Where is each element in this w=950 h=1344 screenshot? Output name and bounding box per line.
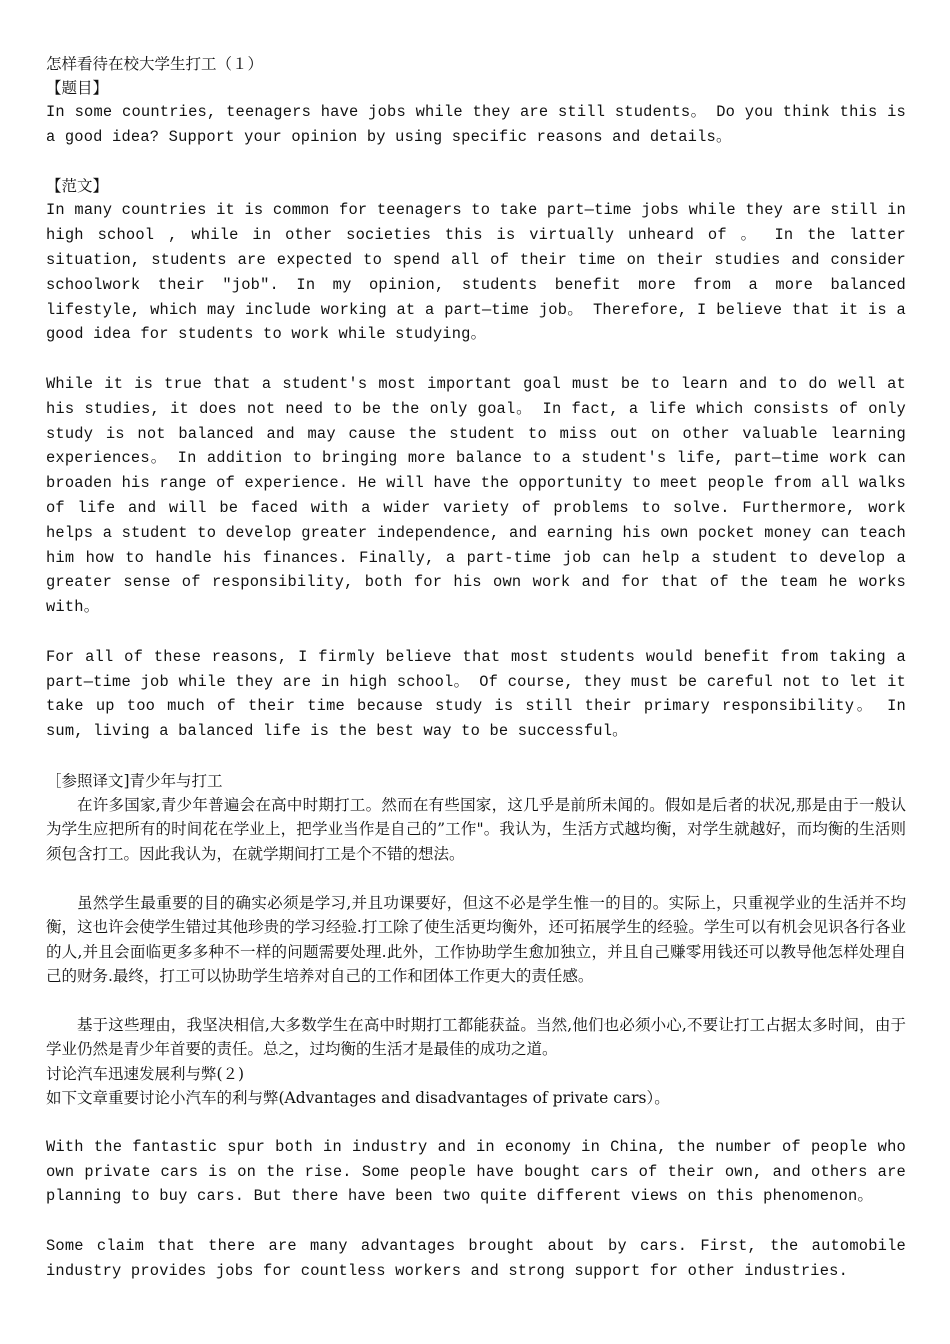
translation-paragraph-1: 在许多国家,青少年普遍会在高中时期打工。然而在有些国家，这几乎是前所未闻的。假如是后者的状况,那是由于一般认为学生应把所有的时间花在学业上，把学业当作是自己的”工作"。我认为，生活方式越均衡，对学生就越好，而均衡的生活则须包含打工。因此我认为，在就学期间打工是个不错的想法。: [46, 795, 906, 863]
section-title-2: 讨论汽车迅速发展利与弊(２): [46, 1065, 245, 1084]
section-title-1: 怎样看待在校大学生打工（１）: [46, 55, 264, 73]
document-page: [46, 52, 906, 1284]
translation-paragraph-3: 基于这些理由，我坚决相信,大多数学生在高中时期打工都能获益。当然,他们也必须小心,不要让打工占据太多时间，由于学业仍然是青少年首要的责任。总之，过均衡的生活才是最佳的成功之道。: [46, 1015, 906, 1059]
essay2-paragraph-2: Some claim that there are many advantages brought about by cars. First, the automobile industry provides jobs for countless workers and strong support for other industries.: [46, 1237, 906, 1280]
essay-paragraph-3: For all of these reasons, I firmly believe that most students would benefit from taking a part—time job while they are in high school。 Of course, they must be careful not to let it take up too much of their time because study is still their primary responsibility。 In sum, living a balanced life is the best way to be successful。: [46, 647, 906, 741]
topic-text: In some countries, teenagers have jobs while they are still students。 Do you think this is a good idea? Support your opinion by using specific reasons and details。: [46, 103, 906, 146]
essay2-paragraph-1: With the fantastic spur both in industry and in economy in China, the number of people who own private cars is on the rise. Some people have bought cars of their own, and others are planning to buy cars. But there have been two quite different views on this phenomenon。: [46, 1137, 906, 1206]
essay-label: 【范文】: [46, 177, 109, 196]
topic-label: 【题目】: [46, 79, 109, 97]
essay-paragraph-2: While it is true that a student's most important goal must be to learn and to do well at his studies, it does not need to be the only goal。 In fact, a life which consists of only study is not balanced and may cause the student to miss out on other valuable learning experiences。 In addition to bringing more balance to a student's life, part—time work can broaden his range of experience. He will have the opportunity to meet people from all walks of life and will be faced with a wider variety of problems to solve. Furthermore, work helps a student to develop greater independence, and earning his own pocket money can teach him how to handle his finances. Finally, a part-time job can help a student to develop a greater sense of responsibility, both for his own work and for that of the team he works with。: [46, 374, 906, 617]
essay-paragraph-1: In many countries it is common for teenagers to take part—time jobs while they are still in high school , while in other societies this is virtually unheard of 。 In the latter situation, students are expected to spend all of their time on their studies and consider schoolwork their "job". In my opinion, students benefit more from a more balanced lifestyle, which may include working at a part—time job。 Therefore, I believe that it is a good idea for students to work while studying。: [46, 201, 906, 344]
intro-text-2: 如下文章重要讨论小汽车的利与弊(Advantages and disadvantages of private cars）。: [46, 1089, 670, 1108]
translation-label: ［参照译文]青少年与打工: [46, 771, 223, 790]
translation-paragraph-2: 虽然学生最重要的目的确实必须是学习,并且功课要好，但这不必是学生惟一的目的。实际上，只重视学业的生活并不均衡，这也许会使学生错过其他珍贵的学习经验.打工除了使生活更均衡外，还可拓展学生的经验。学生可以有机会见识各行各业的人,并且会面临更多多种不一样的问题需要处理.此外，工作协助学生愈加独立，并且自己赚零用钱还可以教导他怎样处理自己的财务.最终，打工可以协助学生培养对自己的工作和团体工作更大的责任感。: [46, 893, 906, 986]
